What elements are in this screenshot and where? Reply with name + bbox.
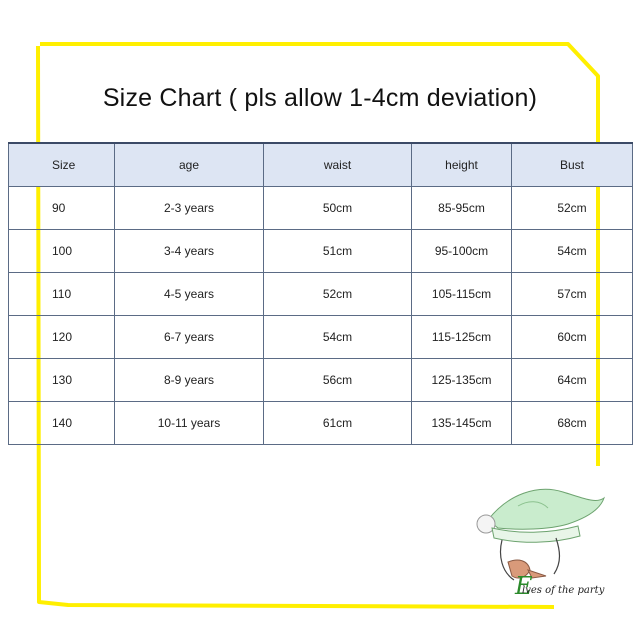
cell-age: 8-9 years: [115, 359, 264, 402]
header-waist: waist: [264, 143, 412, 187]
logo-text: lves of the party: [522, 585, 605, 596]
page-title: Size Chart ( pls allow 1-4cm deviation): [102, 84, 538, 112]
table-row: [9, 316, 633, 359]
cell-bust: 60cm: [512, 316, 633, 359]
cell-height: 95-100cm: [412, 230, 512, 273]
cell-size: 110: [9, 273, 115, 316]
cell-waist: 54cm: [264, 316, 412, 359]
cell-bust: 57cm: [512, 273, 633, 316]
cell-bust: 52cm: [512, 187, 633, 230]
cell-height: 85-95cm: [412, 187, 512, 230]
cell-age: 6-7 years: [115, 316, 264, 359]
cell-waist: 56cm: [264, 359, 412, 402]
cell-age: 3-4 years: [115, 230, 264, 273]
cell-bust: 54cm: [512, 230, 633, 273]
header-bust: Bust: [512, 143, 633, 187]
table-header-row: [9, 143, 633, 187]
cell-age: 2-3 years: [115, 187, 264, 230]
cell-height: 115-125cm: [412, 316, 512, 359]
cell-age: 4-5 years: [115, 273, 264, 316]
cell-waist: 50cm: [264, 187, 412, 230]
cell-bust: 68cm: [512, 402, 633, 445]
cell-bust: 64cm: [512, 359, 633, 402]
size-chart-table: [8, 142, 632, 445]
cell-height: 105-115cm: [412, 273, 512, 316]
header-size: Size: [9, 143, 115, 187]
cell-height: 135-145cm: [412, 402, 512, 445]
table-row: [9, 273, 633, 316]
table-row: [9, 187, 633, 230]
cell-age: 10-11 years: [115, 402, 264, 445]
logo-initial: E: [515, 572, 533, 600]
table-row: [9, 402, 633, 445]
cell-waist: 51cm: [264, 230, 412, 273]
cell-size: 120: [9, 316, 115, 359]
table-row: [9, 230, 633, 273]
cell-size: 100: [9, 230, 115, 273]
cell-size: 140: [9, 402, 115, 445]
cell-height: 125-135cm: [412, 359, 512, 402]
cell-size: 130: [9, 359, 115, 402]
size-table: [8, 142, 633, 445]
header-age: age: [115, 143, 264, 187]
header-height: height: [412, 143, 512, 187]
table-row: [9, 359, 633, 402]
cell-size: 90: [9, 187, 115, 230]
cell-waist: 52cm: [264, 273, 412, 316]
cell-waist: 61cm: [264, 402, 412, 445]
